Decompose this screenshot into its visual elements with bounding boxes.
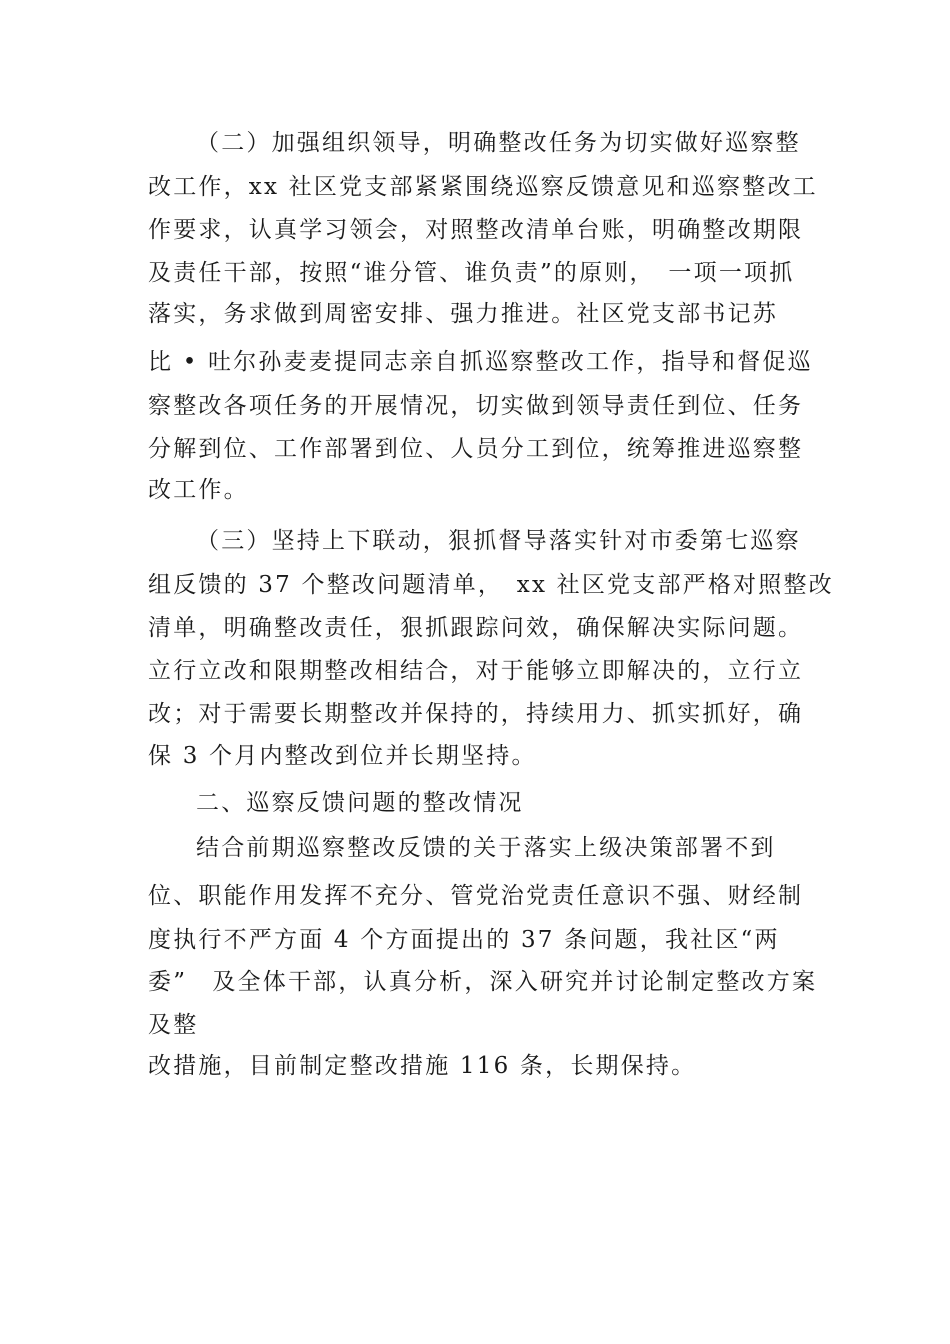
paragraph-3-line-2: 组反馈的 37 个整改问题清单， xx 社区党支部严格对照整改 — [148, 572, 834, 598]
paragraph-4-line-4: 委” 及全体干部，认真分析，深入研究并讨论制定整改方案 — [148, 969, 818, 995]
paragraph-2-line-3: 作要求，认真学习领会，对照整改清单台账，明确整改期限 — [148, 217, 804, 243]
paragraph-2-line-2: 改工作，xx 社区党支部紧紧围绕巡察反馈意见和巡察整改工 — [148, 174, 818, 200]
paragraph-2-line-5: 落实，务求做到周密安排、强力推进。社区党支部书记苏 — [148, 301, 778, 327]
paragraph-2-line-6: 比 • 吐尔孙麦麦提同志亲自抓巡察整改工作，指导和督促巡 — [148, 349, 813, 375]
paragraph-2-line-9: 改工作。 — [148, 477, 249, 503]
paragraph-4-line-3: 度执行不严方面 4 个方面提出的 37 条问题，我社区“两 — [148, 927, 780, 953]
paragraph-4-line-6: 改措施，目前制定整改措施 116 条，长期保持。 — [148, 1053, 697, 1079]
paragraph-3-line-1: （三）坚持上下联动，狠抓督导落实针对市委第七巡察 — [196, 528, 801, 554]
paragraph-4-line-2: 位、职能作用发挥不充分、管党治党责任意识不强、财经制 — [148, 883, 804, 909]
paragraph-3-line-6: 保 3 个月内整改到位并长期坚持。 — [148, 743, 537, 769]
paragraph-2-line-8: 分解到位、工作部署到位、人员分工到位，统筹推进巡察整 — [148, 436, 804, 462]
paragraph-3-line-5: 改；对于需要长期整改并保持的，持续用力、抓实抓好，确 — [148, 701, 804, 727]
section-heading: 二、巡察反馈问题的整改情况 — [196, 790, 524, 816]
paragraph-4-line-1: 结合前期巡察整改反馈的关于落实上级决策部署不到 — [196, 835, 776, 861]
paragraph-2-line-4: 及责任干部，按照“谁分管、谁负责”的原则， 一项一项抓 — [148, 260, 795, 286]
paragraph-2-line-7: 察整改各项任务的开展情况，切实做到领导责任到位、任务 — [148, 393, 804, 419]
paragraph-2-line-1: （二）加强组织领导，明确整改任务为切实做好巡察整 — [196, 130, 801, 156]
paragraph-3-line-4: 立行立改和限期整改相结合，对于能够立即解决的，立行立 — [148, 658, 804, 684]
paragraph-4-line-5: 及整 — [148, 1012, 199, 1038]
paragraph-3-line-3: 清单，明确整改责任，狠抓跟踪问效，确保解决实际问题。 — [148, 615, 804, 641]
